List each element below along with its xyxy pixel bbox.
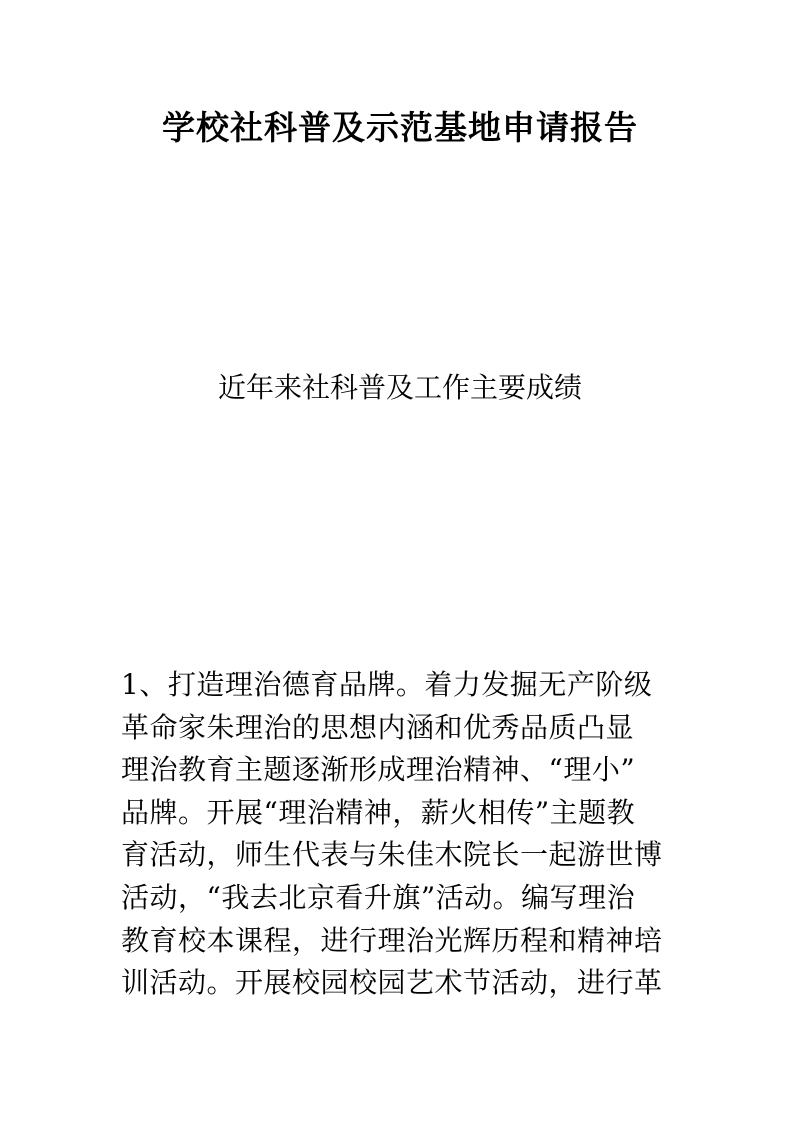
body-line: 理治教育主题逐渐形成理治精神、“理小” <box>121 753 636 787</box>
document-title: 学校社科普及示范基地申请报告 <box>162 108 638 147</box>
body-line: 育活动，师生代表与朱佳木院长一起游世博 <box>121 838 663 872</box>
body-line: 训活动。开展校园校园艺术节活动，进行革 <box>121 966 663 1000</box>
body-line: 1、打造理治德育品牌。着力发掘无产阶级 <box>121 668 653 701</box>
body-paragraph <box>121 664 721 1005</box>
section-heading: 近年来社科普及工作主要成绩 <box>217 371 582 404</box>
body-line: 品牌。开展“理治精神，薪火相传”主题教 <box>121 795 636 829</box>
body-line: 革命家朱理治的思想内涵和优秀品质凸显 <box>121 710 635 744</box>
body-line: 教育校本课程，进行理治光辉历程和精神培 <box>121 923 663 957</box>
body-line: 活动，“我去北京看升旗”活动。编写理治 <box>121 880 636 914</box>
